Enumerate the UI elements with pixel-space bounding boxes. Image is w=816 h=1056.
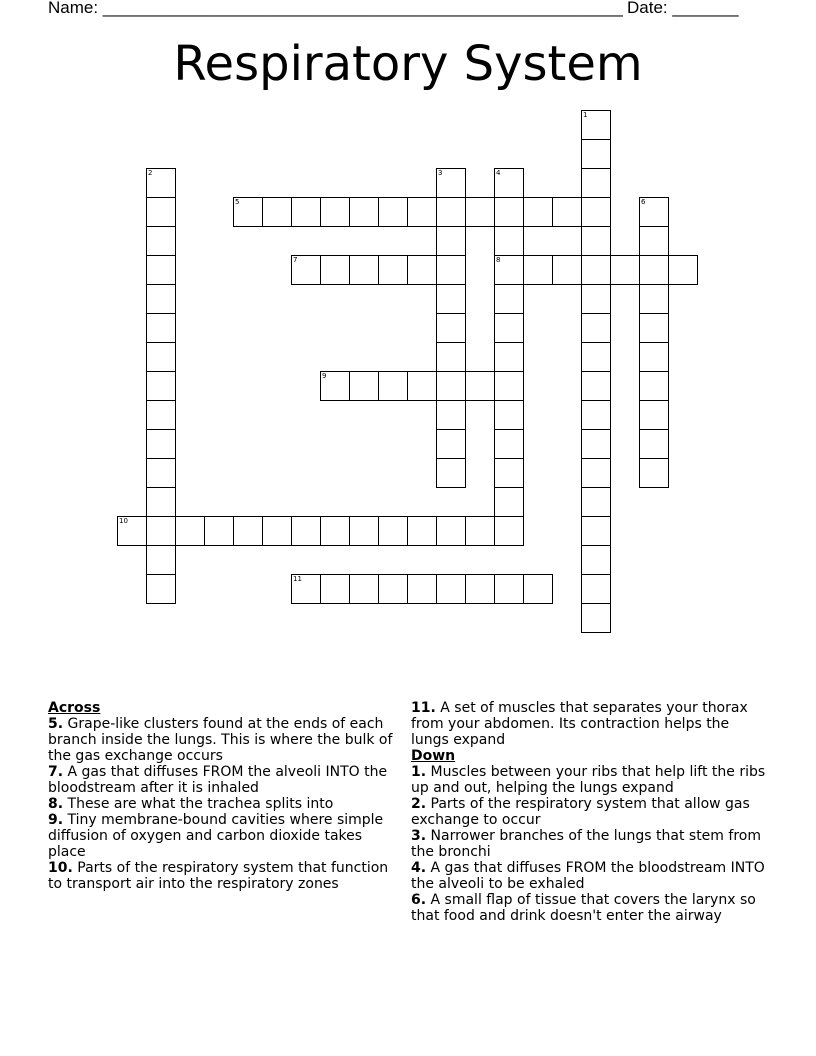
crossword-cell[interactable]	[436, 168, 466, 198]
clue-text: Tiny membrane-bound cavities where simple diffusion of oxygen and carbon dioxide takes place	[48, 812, 384, 860]
crossword-cell[interactable]	[146, 313, 176, 343]
clue-number: 8.	[48, 796, 64, 812]
across-clue	[48, 796, 398, 812]
cell-number: 2	[148, 169, 153, 177]
crossword-cell[interactable]	[146, 168, 176, 198]
cell-number: 5	[235, 198, 240, 206]
crossword-cell[interactable]	[639, 313, 669, 343]
across-clue	[48, 716, 398, 764]
crossword-cell[interactable]	[494, 458, 524, 488]
crossword-cell[interactable]	[581, 487, 611, 517]
crossword-cell[interactable]	[436, 400, 466, 430]
crossword-cell[interactable]	[146, 342, 176, 372]
crossword-cell[interactable]	[146, 574, 176, 604]
crossword-cell[interactable]	[436, 516, 466, 546]
crossword-cell[interactable]	[146, 197, 176, 227]
crossword-cell[interactable]	[639, 371, 669, 401]
crossword-cell[interactable]	[581, 139, 611, 169]
crossword-cell[interactable]	[494, 313, 524, 343]
cell-number: 4	[496, 169, 501, 177]
crossword-cell[interactable]	[465, 371, 495, 401]
clue-number: 3.	[411, 828, 427, 844]
cell-number: 10	[119, 517, 128, 525]
crossword-cell[interactable]	[349, 371, 379, 401]
crossword-cell[interactable]	[407, 197, 437, 227]
crossword-cell[interactable]	[233, 197, 263, 227]
crossword-cell[interactable]	[581, 545, 611, 575]
crossword-cell[interactable]	[494, 226, 524, 256]
clue-text: A small flap of tissue that covers the larynx so that food and drink doesn't enter the airway	[411, 892, 756, 924]
down-heading: Down	[411, 748, 456, 764]
crossword-cell[interactable]	[581, 255, 611, 285]
crossword-cell[interactable]	[407, 255, 437, 285]
crossword-cell[interactable]	[320, 516, 350, 546]
crossword-cell[interactable]	[436, 255, 466, 285]
clue-text: Parts of the respiratory system that function to transport air into the respiratory zones	[48, 860, 389, 892]
down-clue	[411, 860, 771, 892]
down-clue	[411, 892, 771, 924]
crossword-cell[interactable]	[581, 371, 611, 401]
crossword-cell[interactable]	[494, 371, 524, 401]
crossword-cell[interactable]	[552, 255, 582, 285]
clue-number: 5.	[48, 716, 64, 732]
clue-number: 6.	[411, 892, 427, 908]
crossword-cell[interactable]	[291, 255, 321, 285]
across-heading: Across	[48, 700, 101, 716]
cell-number: 8	[496, 256, 501, 264]
crossword-cell[interactable]	[349, 516, 379, 546]
clue-text: A set of muscles that separates your thorax from your abdomen. Its contraction helps the lungs expand	[411, 700, 748, 748]
across-clue	[48, 860, 398, 892]
crossword-cell[interactable]	[407, 371, 437, 401]
crossword-cell[interactable]	[494, 487, 524, 517]
clue-number: 7.	[48, 764, 64, 780]
clue-number: 1.	[411, 764, 427, 780]
crossword-cell[interactable]	[378, 574, 408, 604]
name-field-label: Name: _______________________________________________________	[48, 0, 623, 17]
crossword-cell[interactable]	[436, 371, 466, 401]
crossword-cell[interactable]	[291, 516, 321, 546]
clue-number: 9.	[48, 812, 64, 828]
cell-number: 3	[438, 169, 443, 177]
crossword-cell[interactable]	[378, 516, 408, 546]
crossword-cell[interactable]	[494, 168, 524, 198]
clue-number: 2.	[411, 796, 427, 812]
crossword-cell[interactable]	[581, 516, 611, 546]
across-clue	[48, 764, 398, 796]
crossword-cell[interactable]	[320, 371, 350, 401]
crossword-cell[interactable]	[494, 400, 524, 430]
crossword-cell[interactable]	[523, 574, 553, 604]
crossword-cell[interactable]	[523, 197, 553, 227]
cell-number: 1	[583, 111, 588, 119]
crossword-cell[interactable]	[639, 226, 669, 256]
crossword-cell[interactable]	[581, 284, 611, 314]
crossword-cell[interactable]	[465, 197, 495, 227]
crossword-cell[interactable]	[146, 255, 176, 285]
crossword-cell[interactable]	[146, 371, 176, 401]
crossword-cell[interactable]	[581, 400, 611, 430]
crossword-cell[interactable]	[436, 458, 466, 488]
crossword-cell[interactable]	[581, 458, 611, 488]
crossword-cell[interactable]	[581, 603, 611, 633]
crossword-cell[interactable]	[436, 284, 466, 314]
crossword-cell[interactable]	[581, 574, 611, 604]
crossword-cell[interactable]	[436, 574, 466, 604]
crossword-cell[interactable]	[378, 197, 408, 227]
crossword-cell[interactable]	[349, 574, 379, 604]
crossword-cell[interactable]	[639, 342, 669, 372]
crossword-cell[interactable]	[581, 313, 611, 343]
crossword-cell[interactable]	[465, 574, 495, 604]
crossword-cell[interactable]	[436, 226, 466, 256]
clue-number: 4.	[411, 860, 427, 876]
down-clue	[411, 796, 771, 828]
cell-number: 9	[322, 372, 327, 380]
puzzle-title: Respiratory System	[173, 36, 643, 92]
crossword-cell[interactable]	[494, 429, 524, 459]
crossword-cell[interactable]	[639, 255, 669, 285]
clue-text: Muscles between your ribs that help lift the ribs up and out, helping the lungs expand	[411, 764, 766, 796]
clue-text: A gas that diffuses FROM the alveoli INTO the bloodstream after it is inhaled	[48, 764, 388, 796]
across-clue	[48, 812, 398, 860]
clue-number: 11.	[411, 700, 436, 716]
crossword-cell[interactable]	[175, 516, 205, 546]
cell-number: 6	[641, 198, 646, 206]
crossword-cell[interactable]	[581, 197, 611, 227]
crossword-cell[interactable]	[494, 255, 524, 285]
crossword-cell[interactable]	[146, 226, 176, 256]
clue-text: These are what the trachea splits into	[67, 796, 334, 812]
crossword-cell[interactable]	[494, 574, 524, 604]
crossword-cell[interactable]	[262, 516, 292, 546]
crossword-cell[interactable]	[349, 197, 379, 227]
crossword-cell[interactable]	[639, 197, 669, 227]
crossword-cell[interactable]	[552, 197, 582, 227]
down-clue	[411, 828, 771, 860]
crossword-cell[interactable]	[320, 574, 350, 604]
crossword-cell[interactable]	[320, 255, 350, 285]
crossword-cell[interactable]	[581, 342, 611, 372]
crossword-cell[interactable]	[610, 255, 640, 285]
crossword-cell[interactable]	[465, 516, 495, 546]
crossword-cell[interactable]	[320, 197, 350, 227]
crossword-cell[interactable]	[639, 458, 669, 488]
crossword-cell[interactable]	[581, 429, 611, 459]
crossword-cell[interactable]	[146, 284, 176, 314]
crossword-cell[interactable]	[291, 574, 321, 604]
cell-number: 11	[293, 575, 302, 583]
clue-text: Grape-like clusters found at the ends of each branch inside the lungs. This is where the bulk of the gas exchange occurs	[48, 716, 393, 764]
crossword-cell[interactable]	[291, 197, 321, 227]
crossword-cell[interactable]	[349, 255, 379, 285]
crossword-cell[interactable]	[523, 255, 553, 285]
clue-text: Parts of the respiratory system that allow gas exchange to occur	[411, 796, 750, 828]
crossword-cell[interactable]	[146, 545, 176, 575]
crossword-cell[interactable]	[581, 168, 611, 198]
crossword-cell[interactable]	[146, 429, 176, 459]
crossword-cell[interactable]	[407, 516, 437, 546]
crossword-cell[interactable]	[436, 342, 466, 372]
crossword-cell[interactable]	[668, 255, 698, 285]
clues-column-right	[411, 700, 771, 924]
crossword-cell[interactable]	[581, 110, 611, 140]
crossword-cell[interactable]	[146, 400, 176, 430]
clues-column-left	[48, 700, 398, 892]
crossword-cell[interactable]	[581, 226, 611, 256]
crossword-cell[interactable]	[639, 400, 669, 430]
clue-number: 10.	[48, 860, 73, 876]
crossword-cell[interactable]	[146, 487, 176, 517]
crossword-cell[interactable]	[262, 197, 292, 227]
down-clue	[411, 764, 771, 796]
crossword-cell[interactable]	[146, 458, 176, 488]
crossword-cell[interactable]	[146, 516, 176, 546]
crossword-cell[interactable]	[494, 197, 524, 227]
crossword-cell[interactable]	[494, 284, 524, 314]
crossword-cell[interactable]	[494, 342, 524, 372]
crossword-cell[interactable]	[436, 197, 466, 227]
crossword-cell[interactable]	[639, 284, 669, 314]
crossword-cell[interactable]	[407, 574, 437, 604]
clue-text: A gas that diffuses FROM the bloodstream INTO the alveoli to be exhaled	[411, 860, 765, 892]
crossword-cell[interactable]	[436, 313, 466, 343]
clue-text: Narrower branches of the lungs that stem from the bronchi	[411, 828, 761, 860]
crossword-cell[interactable]	[117, 516, 147, 546]
crossword-cell[interactable]	[378, 255, 408, 285]
crossword-cell[interactable]	[233, 516, 263, 546]
date-field-label: Date: _______	[627, 0, 739, 17]
crossword-cell[interactable]	[494, 516, 524, 546]
crossword-cell[interactable]	[204, 516, 234, 546]
cell-number: 7	[293, 256, 298, 264]
crossword-cell[interactable]	[639, 429, 669, 459]
crossword-cell[interactable]	[378, 371, 408, 401]
crossword-cell[interactable]	[436, 429, 466, 459]
across-clue	[411, 700, 771, 748]
